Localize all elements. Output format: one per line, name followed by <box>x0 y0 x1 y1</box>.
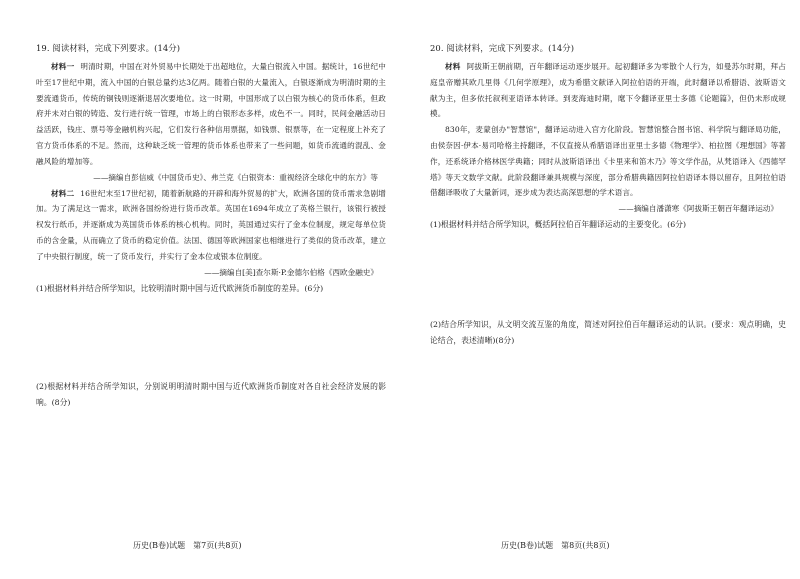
exam-page-8 <box>400 0 800 579</box>
question-19-part-2: (2)根据材料并结合所学知识，分别说明明清时期中国与近代欧洲货币制度对各自社会经济发展的影响。(8分) <box>36 381 386 407</box>
material-2 <box>36 186 386 265</box>
material-source: ——摘编自潘潇寒《阿拔斯王朝百年翻译运动》 <box>618 204 778 214</box>
question-19-heading: 19. 阅读材料，完成下列要求。(14分) <box>36 43 181 53</box>
page-footer-8: 历史(B卷)试题 第8页(共8页) <box>501 541 610 550</box>
material-1-text: 明清时期，中国在对外贸易中长期处于出超地位，大量白银流入中国。据统计，16世纪中叶至17世纪中期，流入中国的白银总量约达3亿两。随着白银的大量流入，白银逐渐成为明清时期的主要流通货币，传统的铜钱则逐渐退居次要地位。这一时期，中国形成了以白银为核心的货币体系，但政府并未对白银的铸造、发行进行统一管理，市场上的白银形态多样，成色不一。同时，民间金融活动日益活跃，钱庄、票号等金融机构兴起，它们发行各种信用票据，如钱票、银票等，在一定程度上补充了官方货币体系的不足。然而，这种缺乏统一管理的货币体系也带来了一些问题，如货币流通的混乱、金融风险的增加等。 <box>36 62 386 166</box>
material <box>430 59 786 122</box>
material-paragraph-1: 阿拔斯王朝前期，百年翻译运动逐步展开。起初翻译多为零散个人行为，如曼苏尔时期，拜占庭皇帝赠其欧几里得《几何学原理》，成为希腊文献译入阿拉伯语的开端，此时翻译以希腊语、波斯语文献为主，但多依托叙利亚语译本转译。到麦海迪时期，麾下令翻译亚里士多德《论题篇》，但仍未形成规模。 <box>430 62 786 119</box>
answer-space-20-1 <box>430 233 786 317</box>
page-footer-7: 历史(B卷)试题 第7页(共8页) <box>133 541 242 550</box>
answer-space-19-1 <box>36 297 386 379</box>
material-2-label: 材料二 <box>51 188 75 198</box>
question-19-part-1: (1)根据材料并结合所学知识，比较明清时期中国与近代欧洲货币制度的差异。(6分) <box>36 283 324 293</box>
material-2-source: ——摘编自[美]查尔斯·P.金德尔伯格《西欧金融史》 <box>204 267 378 277</box>
material-1 <box>36 59 386 170</box>
material-paragraph-2: 830年，麦蒙创办"智慧馆"，翻译运动进入官方化阶段。智慧馆整合图书馆、科学院与翻译局功能，由侯奈因·伊本·易司哈格主持翻译，不仅直接从希腊语译出亚里士多德《物理学》、柏拉图《理想国》等著作，还系统译介格林医学典籍；同时从波斯语译出《卡里来和笛木乃》等文学作品，从梵语译入《西德罕塔》等天文数学文献。此阶段翻译兼具规模与深度，部分希腊典籍因阿拉伯语译本得以留存，且阿拉伯语借翻译吸收了大量新词，逐步成为表达高深思想的学术语言。 <box>430 125 786 198</box>
material-2-text: 16世纪末至17世纪初，随着新航路的开辟和海外贸易的扩大，欧洲各国的货币需求急剧增加。为了满足这一需求，欧洲各国纷纷进行货币改革。英国在1694年成立了英格兰银行，该银行被授权发行纸币，并逐渐成为英国货币体系的核心机构。同时，英国通过实行了金本位制度，规定每单位货币的含金量，从而确立了货币的稳定价值。法国、德国等欧洲国家也相继进行了类似的货币改革，建立了中央银行制度，统一了货币发行，并实行了金本位或银本位制度。 <box>36 188 386 261</box>
material-1-label: 材料一 <box>51 62 75 71</box>
question-20-part-2: (2)结合所学知识，从文明交流互鉴的角度，简述对阿拉伯百年翻译运动的认识。(要求：观点明确，史论结合，表述清晰)(8分) <box>430 320 786 346</box>
question-20-heading: 20. 阅读材料，完成下列要求。(14分) <box>430 43 575 53</box>
material-label: 材料 <box>445 62 461 71</box>
question-20-part-1: (1)根据材料并结合所学知识，概括阿拉伯百年翻译运动的主要变化。(6分) <box>430 220 686 230</box>
material-1-source: ——摘编自彭信威《中国货币史》、弗兰克《白银资本：重视经济全球化中的东方》等 <box>93 172 378 182</box>
